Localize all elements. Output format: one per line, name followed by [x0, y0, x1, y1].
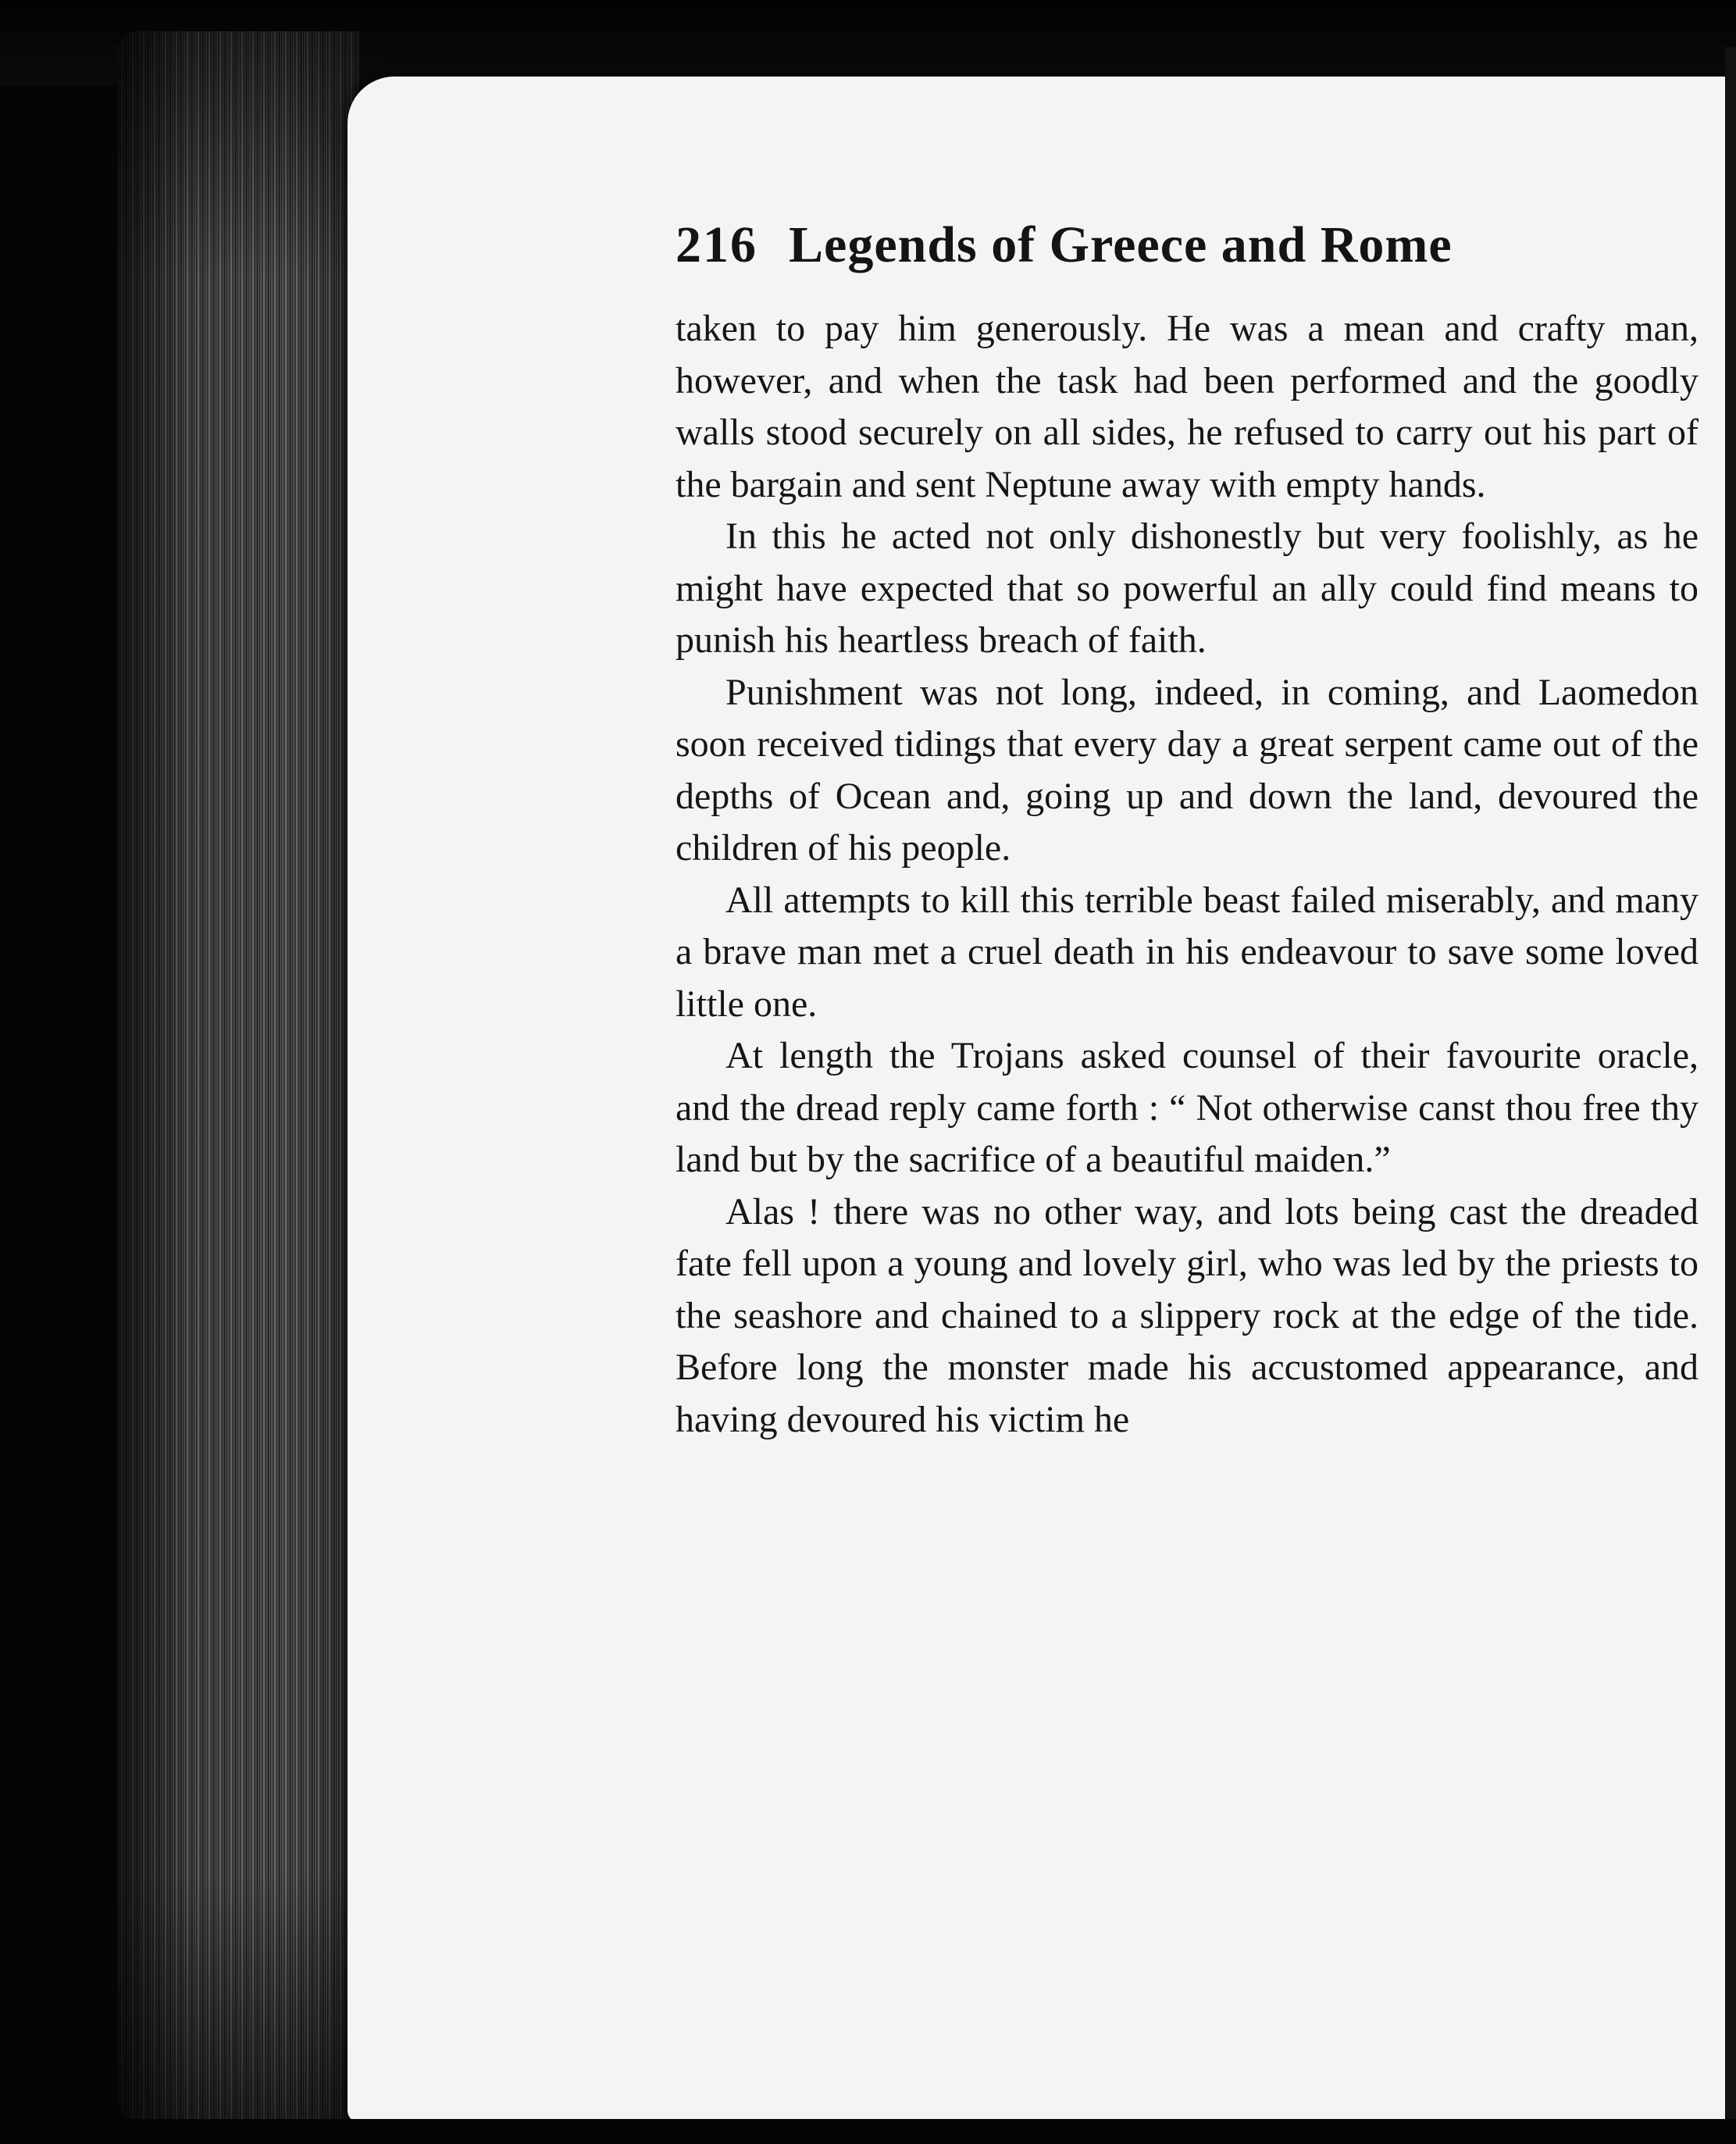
paragraph-1: taken to pay him generously. He was a mean and crafty man, however, and when the task had been performed and the goodly walls stood securely on all sides, he refused to carry out his part of the bargain and sent Neptune away with empty hands. [676, 308, 1699, 505]
paragraph-2: In this he acted not only dishonestly but very foolishly, as he might have expected that so powerful an ally could find means to punish his heartless breach of faith. [676, 515, 1699, 661]
paragraph-6: Alas ! there was no other way, and lots being cast the dreaded fate fell upon a young and lovely girl, who was led by the priests to the seashore and chained to a slippery rock at the edge of the tide. Before long the monster made his accustomed appearance, and having devoured his victim he [676, 1190, 1699, 1440]
body-text [676, 303, 1699, 1446]
page-header [676, 216, 1699, 309]
paragraph-5: At length the Trojans asked counsel of their favourite oracle, and the dread reply came forth : “ Not otherwise canst thou free thy land but by the sacrifice of a beautiful maiden.” [676, 1035, 1699, 1180]
right-edge-shadow [1725, 47, 1736, 2124]
page-edges-vertical-shading [117, 31, 359, 2124]
paragraph-4: All attempts to kill this terrible beast failed miserably, and many a brave man met a cruel death in his endeavour to save some loved little one. [676, 879, 1699, 1025]
page-number: 216 [676, 216, 757, 273]
running-title: Legends of Greece and Rome [789, 216, 1453, 273]
paragraph-3: Punishment was not long, indeed, in coming, and Laomedon soon received tidings that every day a great serpent came out of the depths of Ocean and, going up and down the land, devoured the children of his people. [676, 671, 1699, 869]
bottom-shadow [0, 2119, 1736, 2144]
book-page [348, 77, 1736, 2123]
